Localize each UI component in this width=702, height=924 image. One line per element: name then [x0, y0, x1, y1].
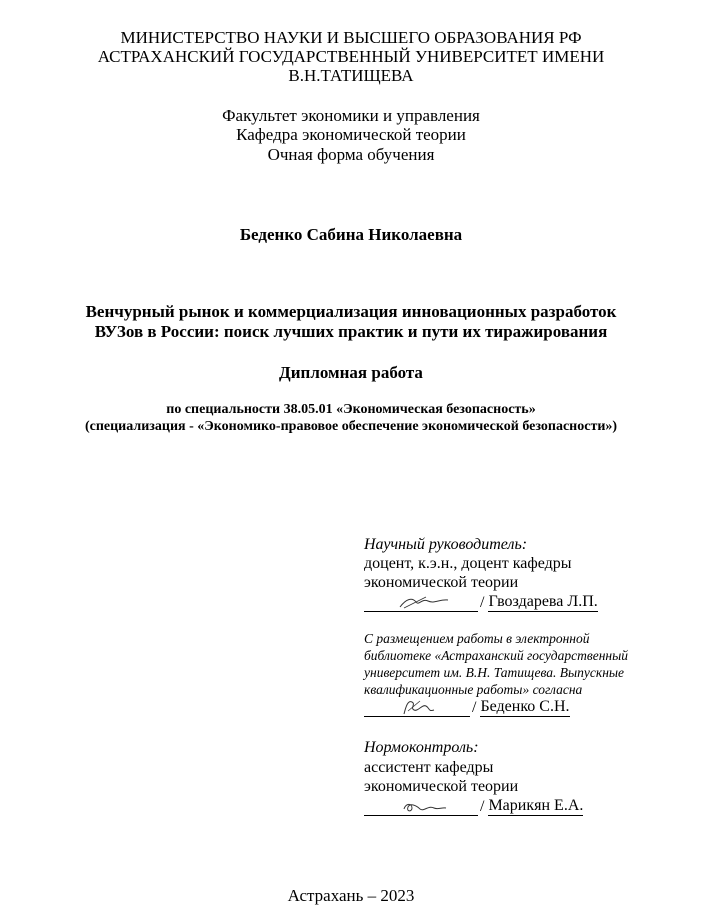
study-form: Очная форма обучения: [267, 145, 435, 164]
department-name: Кафедра экономической теории: [236, 125, 466, 144]
author-name: Беденко Сабина Николаевна: [239, 225, 463, 244]
consent-line2: библиотеке «Астраханский государственный: [364, 648, 629, 663]
signature-slash: /: [472, 699, 477, 716]
city-year: Астрахань – 2023: [287, 886, 415, 905]
supervisor-department: экономической теории: [364, 574, 519, 591]
thesis-title-line2: ВУЗов в России: поиск лучших практик и пути их тиражирования: [94, 322, 608, 341]
author-signature-row: [364, 697, 570, 717]
signature-line: [364, 593, 478, 612]
normcontrol-name: Марикян Е.А.: [488, 797, 584, 814]
signature-slash: /: [480, 798, 485, 815]
consent-line4: квалификационные работы» согласна: [364, 682, 583, 697]
signature-line: [364, 797, 478, 816]
thesis-title-line1: Венчурный рынок и коммерциализация инновационных разработок: [85, 302, 617, 321]
university-line: АСТРАХАНСКИЙ ГОСУДАРСТВЕННЫЙ УНИВЕРСИТЕТ ИМЕНИ: [97, 47, 605, 66]
author-short-name: Беденко С.Н.: [480, 698, 570, 715]
supervisor-name: Гвоздарева Л.П.: [488, 593, 598, 610]
faculty-name: Факультет экономики и управления: [222, 106, 480, 125]
normcontrol-position: ассистент кафедры: [364, 759, 494, 776]
ministry-line: МИНИСТЕРСТВО НАУКИ И ВЫСШЕГО ОБРАЗОВАНИЯ РФ: [120, 28, 582, 47]
university-name-line: В.Н.ТАТИЩЕВА: [288, 66, 414, 85]
supervisor-signature-row: [364, 592, 598, 612]
signature-slash: /: [480, 594, 485, 611]
specialization-line: (специализация - «Экономико-правовое обеспечение экономической безопасности»): [84, 419, 618, 434]
normcontrol-signature-row: [364, 796, 583, 816]
consent-line3: университет им. В.Н. Татищева. Выпускные: [364, 665, 625, 680]
supervisor-signature: [364, 593, 478, 611]
normcontrol-heading: Нормоконтроль:: [364, 739, 479, 756]
consent-line1: С размещением работы в электронной: [364, 631, 590, 646]
normcontrol-department: экономической теории: [364, 778, 519, 795]
supervisor-heading: Научный руководитель:: [364, 536, 528, 553]
signature-line: [364, 698, 470, 717]
author-signature: [364, 698, 470, 716]
work-type: Дипломная работа: [279, 363, 423, 382]
supervisor-position: доцент, к.э.н., доцент кафедры: [364, 555, 572, 572]
specialty-line: по специальности 38.05.01 «Экономическая безопасность»: [166, 402, 536, 417]
normcontrol-signature: [364, 797, 478, 815]
